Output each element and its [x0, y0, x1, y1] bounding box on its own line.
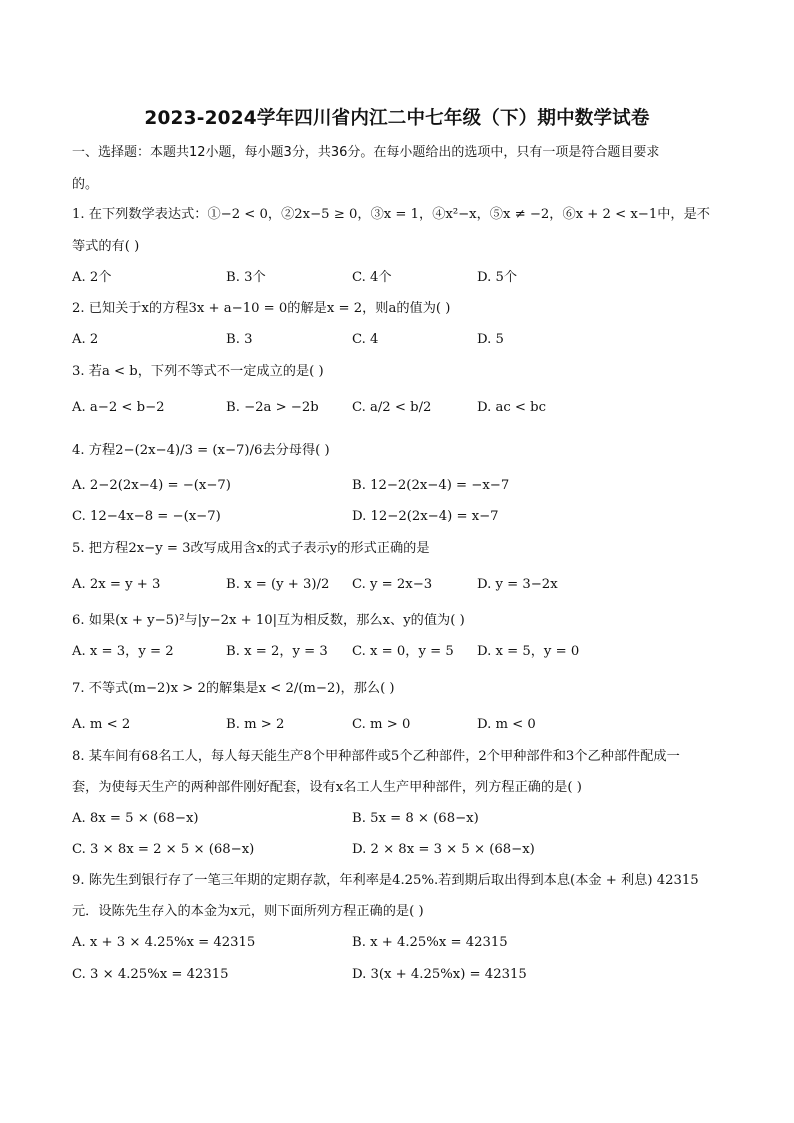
question-8-stem-cont: 套，为使每天生产的两种部件刚好配套，设有x名工人生产甲种部件，列方程正确的是( ) [72, 780, 582, 795]
question-5-option-a: A. 2x = y + 3 [72, 577, 161, 592]
section-heading: 一、选择题：本题共12小题，每小题3分，共36分。在每小题给出的选项中，只有一项是符合题目要求 [72, 145, 660, 160]
question-7-option-a: A. m < 2 [72, 717, 131, 732]
question-8-option-d: D. 2 × 8x = 3 × 5 × (68−x) [352, 842, 535, 857]
question-6-option-a: A. x = 3，y = 2 [72, 644, 174, 659]
question-7-option-d: D. m < 0 [477, 717, 536, 732]
question-2-stem: 2. 已知关于x的方程3x + a−10 = 0的解是x = 2，则a的值为( ) [72, 301, 451, 316]
question-4-option-c: C. 12−4x−8 = −(x−7) [72, 509, 221, 524]
question-3-option-c: C. a/2 < b/2 [352, 400, 432, 415]
question-9-stem-cont: 元．设陈先生存入的本金为x元，则下面所列方程正确的是( ) [72, 904, 424, 919]
question-6-option-b: B. x = 2，y = 3 [226, 644, 328, 659]
question-9-option-a: A. x + 3 × 4.25%x = 42315 [72, 935, 256, 950]
question-7-stem: 7. 不等式(m−2)x > 2的解集是x < 2/(m−2)，那么( ) [72, 681, 395, 696]
question-9-option-c: C. 3 × 4.25%x = 42315 [72, 967, 229, 982]
exam-title: 2023-2024学年四川省内江二中七年级（下）期中数学试卷 [144, 108, 650, 129]
question-3-stem: 3. 若a < b，下列不等式不一定成立的是( ) [72, 364, 324, 379]
question-2-option-b: B. 3 [226, 332, 253, 347]
section-heading-cont: 的。 [72, 177, 99, 192]
question-7-option-b: B. m > 2 [226, 717, 285, 732]
question-9-stem: 9. 陈先生到银行存了一笔三年期的定期存款，年利率是4.25%.若到期后取出得到本息(本金 + 利息) 42315 [72, 873, 699, 888]
question-7-option-c: C. m > 0 [352, 717, 411, 732]
question-8-option-c: C. 3 × 8x = 2 × 5 × (68−x) [72, 842, 255, 857]
question-8-stem: 8. 某车间有68名工人，每人每天能生产8个甲种部件或5个乙种部件，2个甲种部件和3个乙种部件配成一 [72, 749, 680, 764]
question-6-option-c: C. x = 0，y = 5 [352, 644, 454, 659]
question-2-option-d: D. 5 [477, 332, 504, 347]
question-3-option-d: D. ac < bc [477, 400, 546, 415]
question-3-option-b: B. −2a > −2b [226, 400, 319, 415]
question-6-stem: 6. 如果(x + y−5)²与|y−2x + 10|互为相反数，那么x、y的值为( ) [72, 613, 465, 628]
question-6-option-d: D. x = 5，y = 0 [477, 644, 580, 659]
question-4-option-d: D. 12−2(2x−4) = x−7 [352, 509, 499, 524]
question-1-option-b: B. 3个 [226, 270, 266, 285]
question-5-option-c: C. y = 2x−3 [352, 577, 433, 592]
question-8-option-b: B. 5x = 8 × (68−x) [352, 811, 479, 826]
question-5-stem: 5. 把方程2x−y = 3改写成用含x的式子表示y的形式正确的是 [72, 541, 430, 556]
question-1-option-c: C. 4个 [352, 270, 392, 285]
question-1-stem-cont: 等式的有( ) [72, 239, 140, 254]
question-5-option-b: B. x = (y + 3)/2 [226, 577, 330, 592]
question-1-option-a: A. 2个 [72, 270, 112, 285]
question-9-option-b: B. x + 4.25%x = 42315 [352, 935, 508, 950]
question-4-stem: 4. 方程2−(2x−4)/3 = (x−7)/6去分母得( ) [72, 443, 330, 458]
question-1-stem: 1. 在下列数学表达式：①−2 < 0，②2x−5 ≥ 0，③x = 1，④x²−x，⑤x ≠ −2，⑥x + 2 < x−1中，是不 [72, 207, 710, 222]
question-4-option-a: A. 2−2(2x−4) = −(x−7) [72, 478, 231, 493]
question-8-option-a: A. 8x = 5 × (68−x) [72, 811, 199, 826]
question-4-option-b: B. 12−2(2x−4) = −x−7 [352, 478, 510, 493]
question-9-option-d: D. 3(x + 4.25%x) = 42315 [352, 967, 527, 982]
question-3-option-a: A. a−2 < b−2 [72, 400, 165, 415]
question-5-option-d: D. y = 3−2x [477, 577, 558, 592]
question-1-option-d: D. 5个 [477, 270, 518, 285]
question-2-option-a: A. 2 [72, 332, 99, 347]
question-2-option-c: C. 4 [352, 332, 379, 347]
